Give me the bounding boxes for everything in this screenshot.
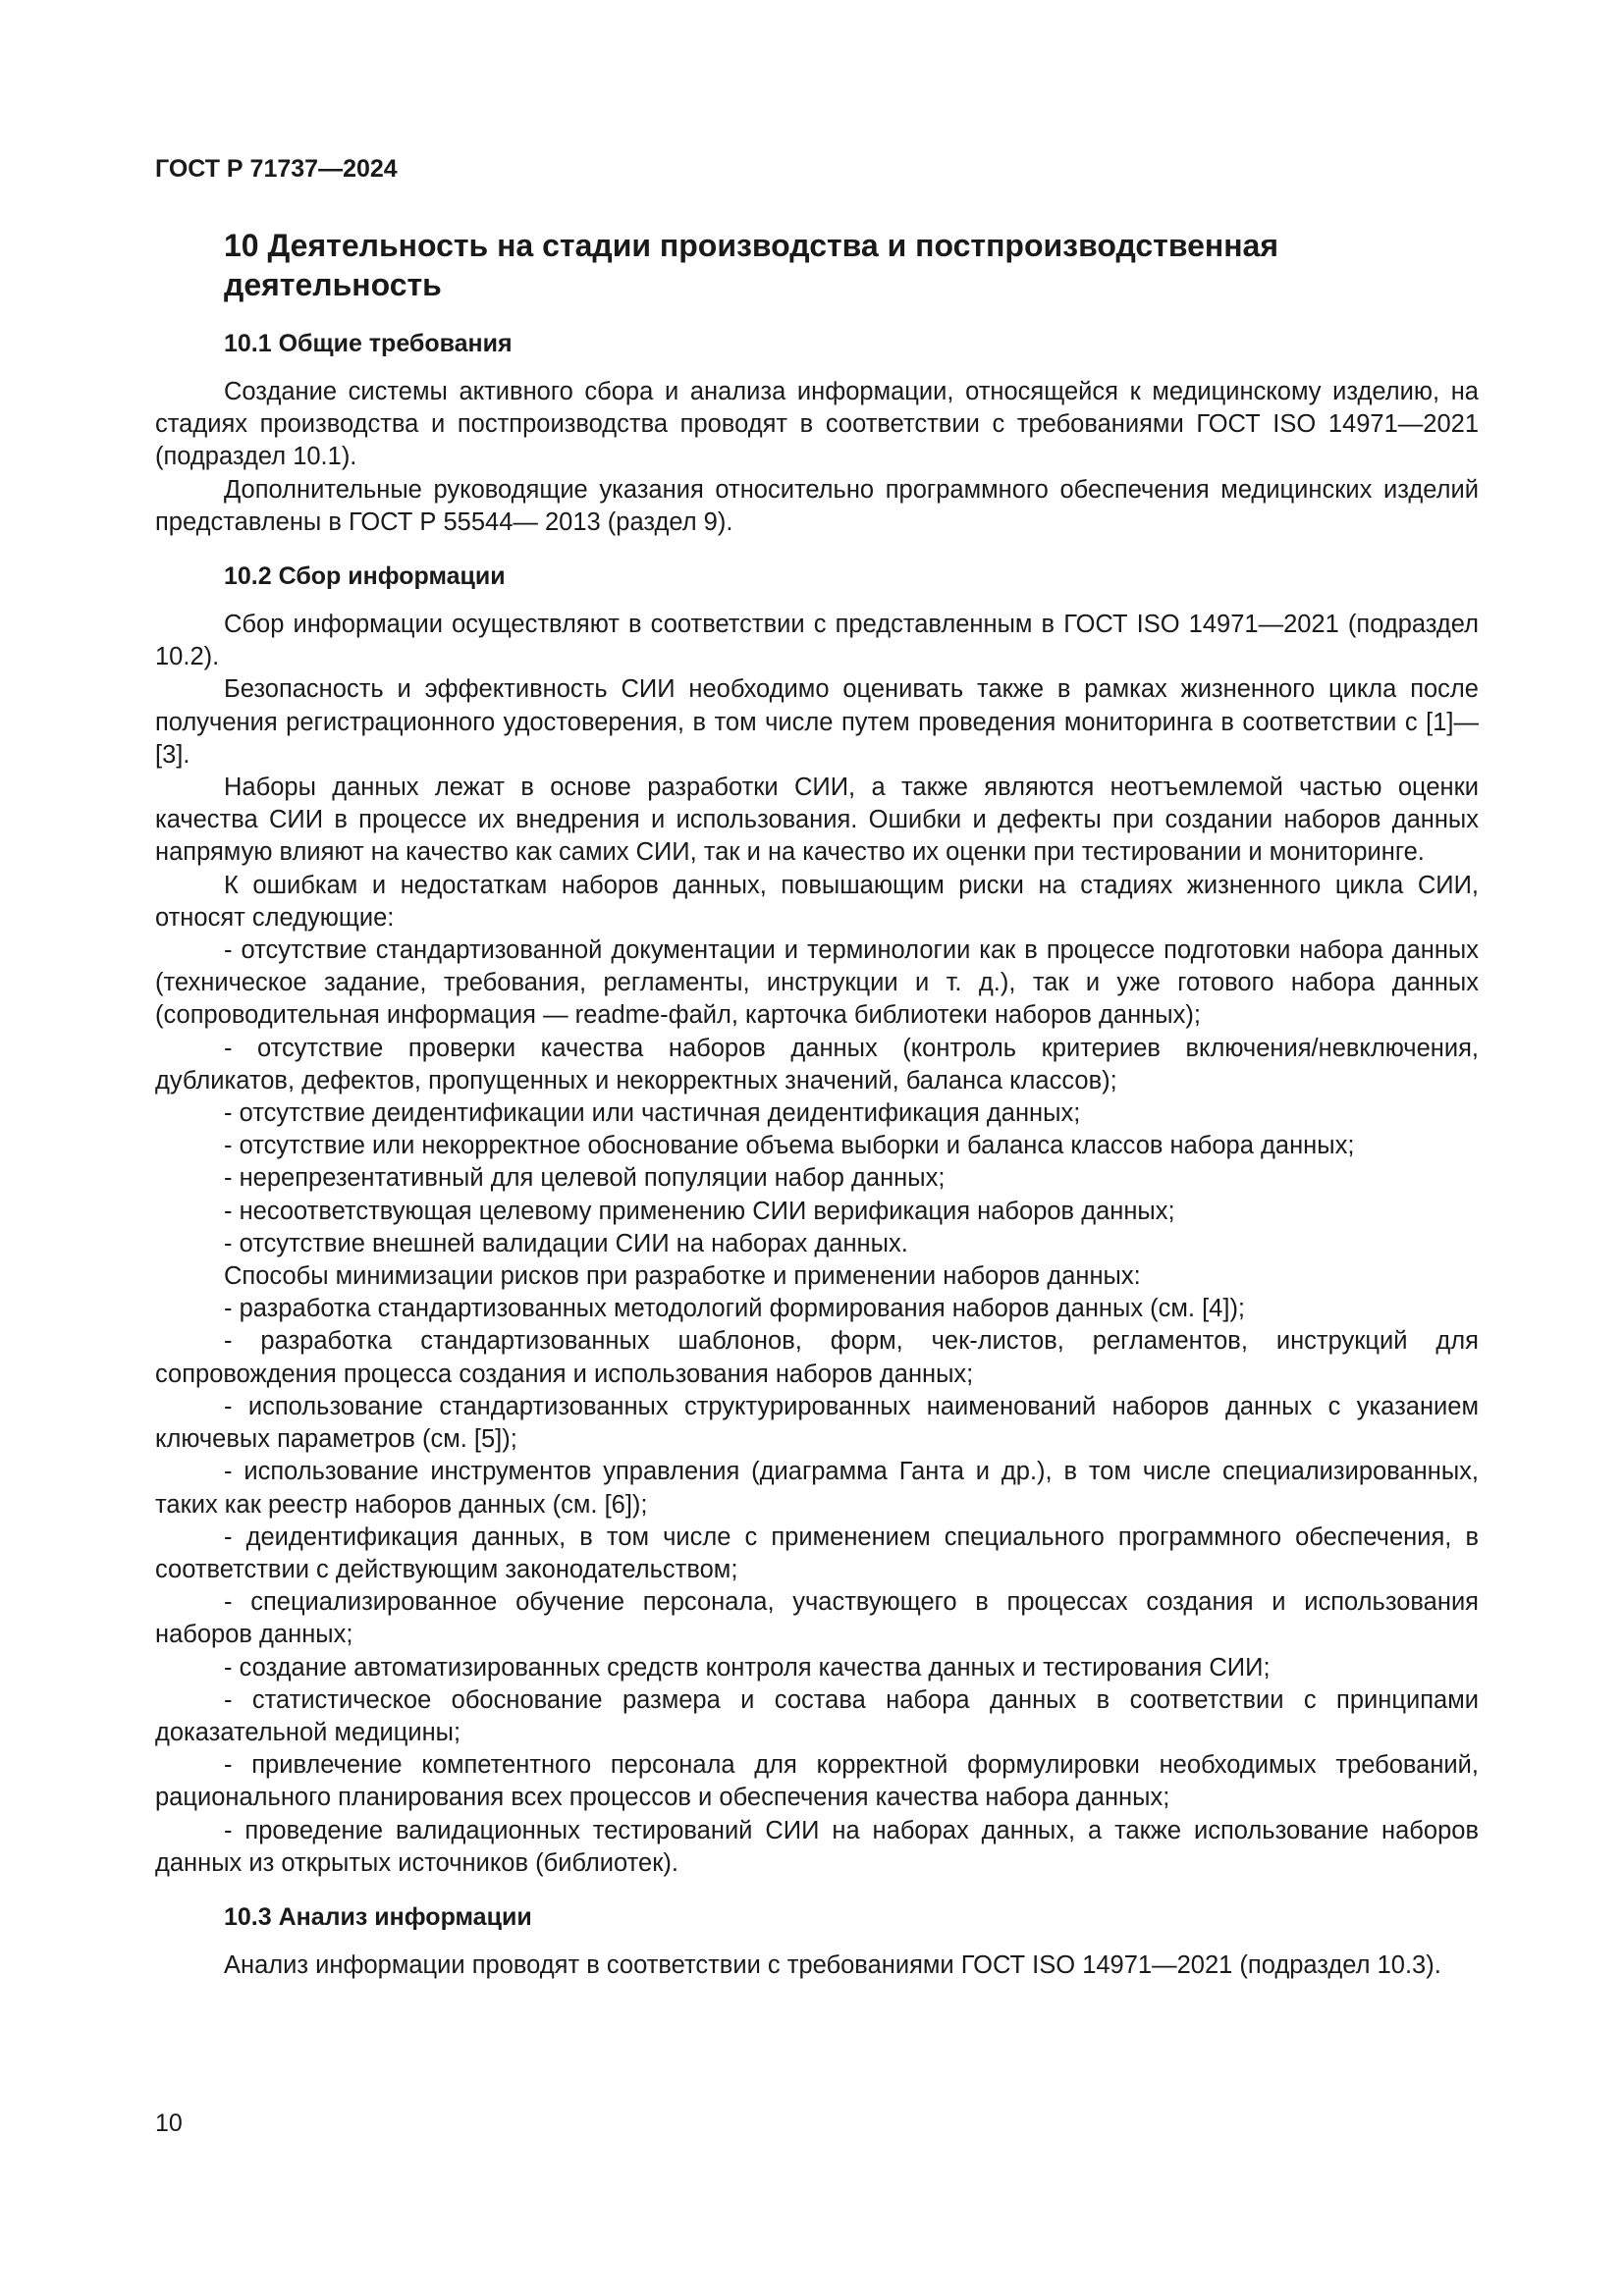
- list-item: - отсутствие стандартизованной документации и терминологии как в процессе подготовки набора данных (техническое задание, требования, регламенты, инструкции и т. д.), так и уже готового набора данных (сопроводительная информация — readme-файл, карточка библиотеки наборов данных);: [155, 936, 1479, 1030]
- paragraph: Анализ информации проводят в соответствии с требованиями ГОСТ ISO 14971—2021 (подраздел 10.3).: [224, 1950, 1441, 1979]
- page-number: 10: [155, 2109, 183, 2137]
- list-item: - специализированное обучение персонала, участвующего в процессах создания и использования наборов данных;: [155, 1588, 1479, 1649]
- list-item: - создание автоматизированных средств контроля качества данных и тестирования СИИ;: [224, 1653, 1271, 1682]
- list-item: - использование стандартизованных структурированных наименований наборов данных с указанием ключевых параметров (см. [5]);: [155, 1392, 1479, 1454]
- paragraph: Дополнительные руководящие указания относительно программного обеспечения медицинских изделий представлены в ГОСТ Р 55544— 2013 (раздел 9).: [155, 475, 1479, 536]
- document-body: [155, 226, 1479, 1982]
- list-item: - деидентификация данных, в том числе с применением специального программного обеспечения, в соответствии с действующим законодательством;: [155, 1522, 1479, 1583]
- paragraph: Способы минимизации рисков при разработке и применении наборов данных:: [224, 1262, 1141, 1291]
- list-item: - нерепрезентативный для целевой популяции набор данных;: [224, 1164, 946, 1193]
- list-item: - привлечение компетентного персонала для корректной формулировки необходимых требований, рационального планирования всех процессов и обеспечения качества набора данных;: [155, 1751, 1479, 1812]
- subsection-title-10-2: 10.2 Сбор информации: [224, 562, 506, 591]
- paragraph: Наборы данных лежат в основе разработки СИИ, а также являются неотъемлемой частью оценки качества СИИ в процессе их внедрения и использования. Ошибки и дефекты при создании наборов данных напрямую влияют на качество как самих СИИ, так и на качество их оценки при тестировании и мониторинге.: [155, 774, 1479, 867]
- section-title: 10 Деятельность на стадии производства и постпроизводственная деятельность: [224, 228, 1278, 302]
- paragraph: Сбор информации осуществляют в соответствии с представленным в ГОСТ ISO 14971—2021 (подраздел 10.2).: [155, 611, 1479, 671]
- list-item: - использование инструментов управления (диаграмма Ганта и др.), в том числе специализированных, таких как реестр наборов данных (см. [6]);: [155, 1458, 1479, 1519]
- paragraph: Создание системы активного сбора и анализа информации, относящейся к медицинскому изделию, на стадиях производства и постпроизводства проводят в соответствии с требованиями ГОСТ ISO 14971—2021 (подраздел 10.1).: [155, 378, 1479, 471]
- paragraph: К ошибкам и недостаткам наборов данных, повышающим риски на стадиях жизненного цикла СИИ, относят следующие:: [155, 871, 1479, 932]
- list-item: - отсутствие деидентификации или частичная деидентификация данных;: [224, 1099, 1081, 1128]
- list-item: - разработка стандартизованных методологий формирования наборов данных (см. [4]);: [224, 1295, 1246, 1323]
- subsection-title-10-1: 10.1 Общие требования: [224, 330, 513, 357]
- list-item: - статистическое обоснование размера и состава набора данных в соответствии с принципами доказательной медицины;: [155, 1685, 1479, 1746]
- paragraph: Безопасность и эффективность СИИ необходимо оценивать также в рамках жизненного цикла после получения регистрационного удостоверения, в том числе путем проведения мониторинга в соответствии с [1]—[3].: [155, 675, 1479, 769]
- list-item: - разработка стандартизованных шаблонов, форм, чек-листов, регламентов, инструкций для сопровождения процесса создания и использования наборов данных;: [155, 1327, 1479, 1388]
- list-item: - несоответствующая целевому применению СИИ верификация наборов данных;: [224, 1197, 1175, 1225]
- subsection-title-10-3: 10.3 Анализ информации: [224, 1902, 532, 1931]
- list-item: - отсутствие проверки качества наборов данных (контроль критериев включения/невключения, дубликатов, дефектов, пропущенных и некорректных значений, баланса классов);: [155, 1034, 1479, 1095]
- list-item: - отсутствие или некорректное обоснование объема выборки и баланса классов набора данных;: [224, 1132, 1355, 1160]
- document-header: ГОСТ Р 71737—2024: [155, 155, 398, 183]
- list-item: - проведение валидационных тестирований СИИ на наборах данных, а также использование наборов данных из открытых источников (библиотек).: [155, 1816, 1479, 1877]
- list-item: - отсутствие внешней валидации СИИ на наборах данных.: [224, 1229, 908, 1257]
